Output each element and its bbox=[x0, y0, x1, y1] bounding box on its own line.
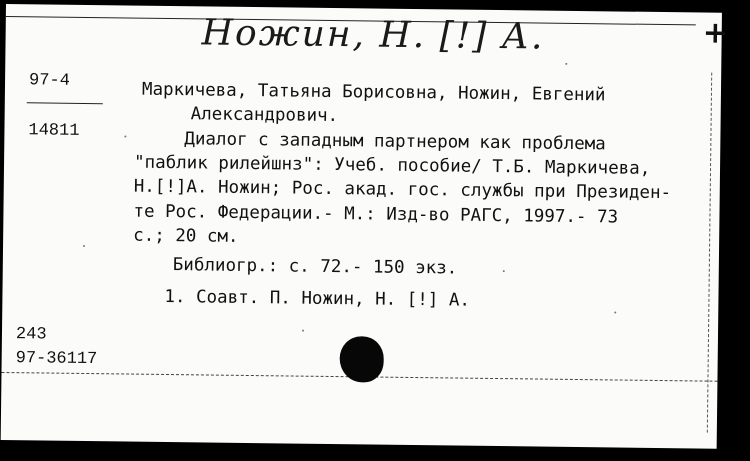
title-line: Диалог с западным партнером как проблема bbox=[184, 129, 606, 155]
handwritten-heading: Ножин, Н. [!] А. bbox=[201, 12, 545, 58]
bottom-code-2: 97-36117 bbox=[15, 349, 98, 370]
speck bbox=[302, 330, 304, 332]
punch-hole bbox=[339, 336, 384, 383]
responsibility-line: Н.[!]А. Ножин; Рос. акад. гос. службы при Президен- bbox=[133, 176, 672, 204]
inventory-number: 14811 bbox=[28, 121, 80, 141]
speck bbox=[565, 63, 567, 65]
call-number-underline bbox=[27, 102, 103, 104]
catalog-card bbox=[1, 4, 729, 449]
bibliography-note: Библиогр.: с. 72.- 150 экз. bbox=[172, 255, 458, 279]
speck bbox=[503, 270, 505, 272]
title-line-2: "паблик рилейшнз": Учеб. пособие/ Т.Б. Маркичева, bbox=[133, 152, 651, 179]
physical-description: с.; 20 см. bbox=[133, 225, 239, 247]
right-margin-rule bbox=[707, 73, 712, 433]
speck bbox=[124, 135, 126, 137]
publication-line: те Рос. Федерации.- М.: Изд-во РАГС, 1997.- 73 bbox=[133, 201, 619, 228]
corner-mark: + bbox=[702, 15, 729, 51]
speck bbox=[83, 245, 85, 247]
author-line-cont: Александрович. bbox=[190, 104, 339, 127]
speck bbox=[614, 311, 616, 313]
author-line: Маркичева, Татьяна Борисовна, Ножин, Евгений bbox=[141, 79, 606, 106]
bottom-code-1: 243 bbox=[15, 325, 47, 345]
call-number: 97-4 bbox=[28, 71, 70, 91]
tracing-note: 1. Соавт. П. Ножин, Н. [!] А. bbox=[164, 286, 471, 311]
